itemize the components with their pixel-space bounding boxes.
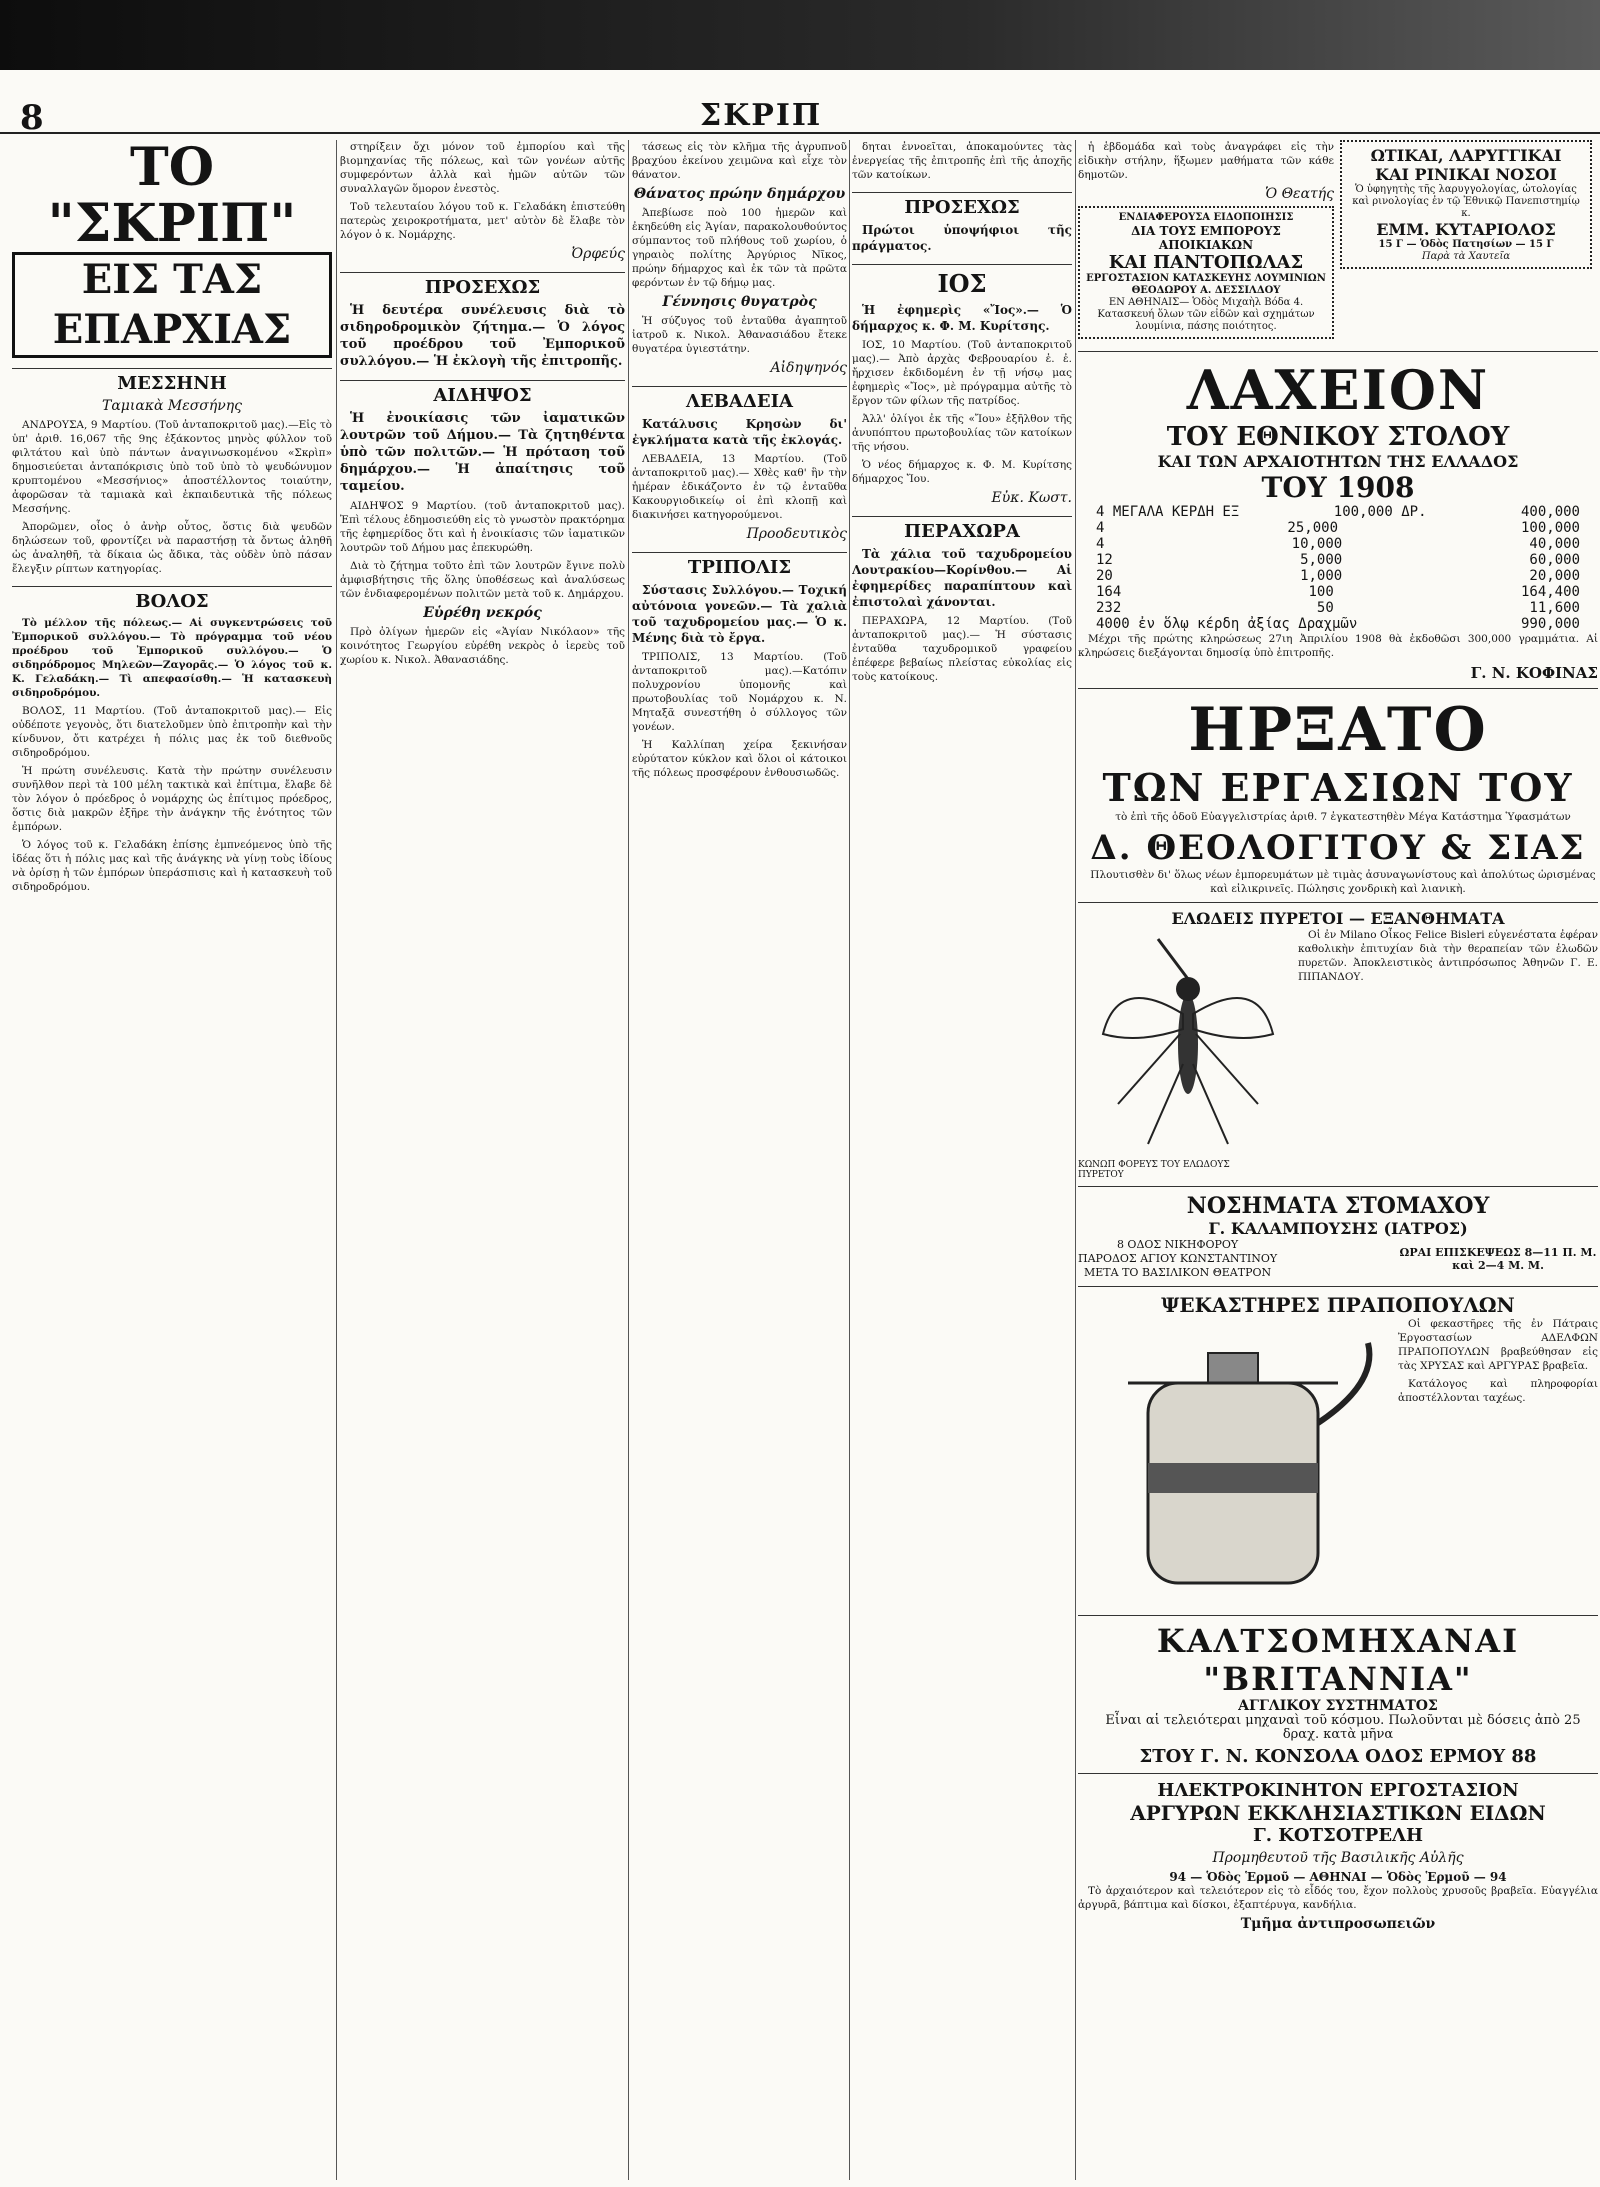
headline-provinces: ΕΙΣ ΤΑΣ ΕΠΑΡΧΙΑΣ	[12, 252, 332, 358]
signature: Ὀρφεύς	[571, 246, 625, 262]
lottery-row	[1078, 536, 1598, 552]
column-rule	[628, 140, 629, 2180]
article-summary: Ἡ ἐφημερὶς «Ἴος».— Ὁ δήμαρχος κ. Φ. Μ. Κυρίτσης.	[852, 303, 1072, 333]
ad-line: ΩΤΙΚΑΙ, ΛΑΡΥΓΓΙΚΑΙ	[1370, 146, 1562, 165]
article-text: ἡ ἑβδομάδα καὶ τοὺς ἀναγράφει εἰς τὴν εἰδικὴν στήλην, ἥξωμεν μαθήματα τῶν κάθε δημοτῶν.	[1078, 141, 1334, 181]
article-summary: Σύστασις Συλλόγου.— Τοχική αὐτόνοια γονεῶν.— Τὰ χαλιὰ τοῦ ταχυδρομείου μας.— Ὁ κ. Μένης διὰ τὸ ἔργα.	[632, 583, 847, 645]
article-text: Διὰ τὸ ζήτημα τοῦτο ἐπὶ τῶν λουτρῶν ἔγινε πολὺ ἀμφισβήτησις τῆς ὅλης ὑποθέσεως καὶ ἀναλύσεως τῶν ἐνδιαφερομένων πολιτῶν μετὰ τοῦ κ. Δημάρχου.	[340, 560, 625, 600]
masthead	[0, 98, 1600, 138]
lottery-row	[1078, 600, 1598, 616]
section-levadeia: ΛΕΒΑΔΕΙΑ	[632, 386, 847, 412]
lottery-row	[1078, 504, 1598, 520]
article-text: ΙΟΣ, 10 Μαρτίου. (Τοῦ ἀνταποκριτοῦ μας).— Ἀπὸ ἀρχὰς Φεβρουαρίου ἐ. ἐ. ἤρχισεν ἐκδιδομένη ἐν τῇ νήσῳ μας ἐφημερὶς «Ἴος», μὲ πρόγραμμα αὐτῆς τὸ ἔργον τῶν φίλων τῆς πατρίδος.	[852, 339, 1072, 407]
lottery-row	[1078, 552, 1598, 568]
ad-sprayers	[1078, 1293, 1598, 1609]
article-text: Πρὸ ὀλίγων ἡμερῶν εἰς «Ἁγίαν Νικόλαον» τῆς κοινότητος Γεωργίου εὑρέθη νεκρὸς ὁ ἱερεὺς τοῦ χωρίου κ. Νικολ. Ἀθανασιάδης.	[340, 626, 625, 666]
ad-title: ΕΛΩΔΕΙΣ ΠΥΡΕΤΟΙ — ΕΞΑΝΘΗΜΑΤΑ	[1171, 909, 1505, 928]
column-1	[12, 140, 332, 2180]
ad-doctor-name: Γ. ΚΑΛΑΜΠΟΥΣΗΣ (ΙΑΤΡΟΣ)	[1208, 1219, 1468, 1238]
lottery-total: 400,000	[1520, 504, 1580, 520]
ad-title: ΨΕΚΑΣΤΗΡΕΣ ΠΡΑΠΟΠΟΥΛΩΝ	[1161, 1293, 1515, 1317]
lottery-subtitle: ΤΟΥ ΕΘΝΙΚΟΥ ΣΤΟΛΟΥ	[1166, 422, 1510, 452]
section-volos: ΒΟΛΟΣ	[12, 586, 332, 612]
lottery-amount: 25,000	[1287, 520, 1338, 536]
section-aidipsos: ΑΙΔΗΨΟΣ	[340, 380, 625, 406]
ad-text: Πλουτισθὲν δι' ὅλως νέων ἐμπορευμάτων μὲ τιμὰς ἀσυναγωνίστους καὶ ἀπολύτως ὡρισμένας καὶ εἰλικρινεῖς. Πώλησις χονδρικὴ καὶ λιανικὴ.	[1090, 869, 1596, 895]
article-summary: Ἡ δευτέρα συνέλευσις διὰ τὸ σιδηροδρομικὸν ζήτημα.— Ὁ λόγος τοῦ προέδρου τοῦ Ἐμπορικοῦ συλλόγου.— Ἡ ἐκλογὴ τῆς ἐπιτροπῆς.	[340, 303, 625, 369]
ad-lottery	[1078, 358, 1598, 682]
lottery-amount: 100,000 ΔΡ.	[1333, 504, 1427, 520]
ad-theologitou-store	[1078, 695, 1598, 896]
ad-hours: ΩΡΑΙ ΕΠΙΣΚΕΨΕΩΣ 8—11 Π. Μ. καὶ 2—4 Μ. Μ.	[1399, 1246, 1597, 1272]
ad-ent-doctor	[1340, 140, 1592, 269]
lottery-row	[1078, 584, 1598, 600]
article-text: Ἡ Καλλίπαη χείρα ξεκινήσαν εὐρύτατον κύκλον καὶ ὅλοι οἱ κάτοικοι τῆς πόλεως προσφέρουν ἐνθουσιωδῶς.	[632, 739, 847, 779]
lottery-count: 20	[1096, 568, 1113, 584]
article-text: ΑΝΔΡΟΥΣΑ, 9 Μαρτίου. (Τοῦ ἀνταποκριτοῦ μας).—Εἰς τὸ ὑπ' ἀριθ. 16,067 τῆς 9ης ἐξάκοντος μηνὸς φύλλον τοῦ φιλτάτου καὶ ὑπὸ πάντων ἀναγινωσκομένου «Σκρὶπ» δημοσιεύεται ἀνταπόκρισις ὑπὸ τοῦ ὑπὸ τὸ ψευδώνυμον κρυπτομένου «Μεσσήνιος» ἀποστέλλοντος τοιαύτην, ἀφορῶσαν τὰ ταμιακὰ καὶ ἐκπαιδευτικὰ τῆς πόλεως Μεσσήνης.	[12, 419, 332, 515]
newspaper-title: ΣΚΡΙΠ	[700, 98, 823, 133]
ad-text: Κατάλογος καὶ πληροφορίαι ἀποστέλλονται ταχέως.	[1398, 1378, 1598, 1404]
section-prosechos: ΠΡΟΣΕΧΩΣ	[340, 272, 625, 298]
lottery-count: 4 ΜΕΓΑΛΑ ΚΕΡΔΗ ΕΞ	[1096, 504, 1240, 520]
ad-text: Εἶναι αἱ τελειότεραι μηχαναὶ τοῦ κόσμου. Πωλοῦνται μὲ δόσεις ἀπὸ 25 δραχ. κατὰ μῆνα	[1105, 1713, 1581, 1742]
ad-address: ΠΑΡΟΔΟΣ ΑΓΙΟΥ ΚΩΝΣΤΑΝΤΙΝΟΥ	[1078, 1252, 1278, 1265]
ad-subtitle: ΤΩΝ ΕΡΓΑΣΙΩΝ ΤΟΥ	[1102, 765, 1574, 810]
ad-title: ΑΡΓΥΡΩΝ ΕΚΚΛΗΣΙΑΣΤΙΚΩΝ ΕΙΔΩΝ	[1130, 1801, 1546, 1825]
ad-fever-remedy	[1078, 909, 1598, 1180]
article-text: ΛΕΒΑΔΕΙΑ, 13 Μαρτίου. (Τοῦ ἀνταποκριτοῦ μας).— Χθὲς καθ' ἣν τὴν ἡμέραν ἐδικάζοντο ἐν τῷ ἐνταῦθα Κακουργιοδικείῳ οἱ ἐπὶ κλοπῇ καὶ διακινήσει κατηγορούμενοι.	[632, 453, 847, 521]
lottery-amount: 1,000	[1300, 568, 1343, 584]
subsection-dead-found: Εὑρέθη νεκρός	[423, 605, 542, 621]
ad-address: 8 ΟΔΟΣ ΝΙΚΗΦΟΡΟΥ	[1116, 1238, 1239, 1251]
ad-knitting-machines	[1078, 1622, 1598, 1767]
mosquito-caption: ΚΩΝΩΠ ΦΟΡΕΥΣ ΤΟΥ ΕΛΩΔΟΥΣ ΠΥΡΕΤΟΥ	[1078, 1160, 1230, 1180]
lottery-total: 990,000	[1520, 616, 1580, 632]
article-summary: Πρώτοι ὑποψήφιοι τῆς πράγματος.	[852, 223, 1072, 253]
ad-noodle-factory	[1078, 206, 1334, 339]
article-text: τάσεως εἰς τὸν κλῆμα τῆς ἀγρυπνοῦ βραχύου ἐκείνου χειμῶνα καὶ εἶχε τὸν θάνατον.	[632, 141, 847, 181]
article-text: στηρίξειν ὄχι μόνον τοῦ ἐμπορίου καὶ τῆς βιομηχανίας τῆς πόλεως, καὶ τῶν γονέων αὐτῆς συμφερόντων ἀλλὰ καὶ ἡμῶν αὐτῶν τῶν συναλλαγῶν ὅμορον ἐνεστὸς.	[340, 141, 625, 195]
ad-address: 94 — Ὁδὸς Ἑρμοῦ — ΑΘΗΝΑΙ — Ὁδὸς Ἑρμοῦ — 94	[1169, 1870, 1507, 1884]
section-messini: ΜΕΣΣΗΝΗ	[12, 368, 332, 394]
ad-address: ΜΕΤΑ ΤΟ ΒΑΣΙΛΙΚΟΝ ΘΕΑΤΡΟΝ	[1084, 1266, 1272, 1279]
lottery-total: 11,600	[1529, 600, 1580, 616]
top-dark-band	[0, 0, 1600, 70]
signature: Προοδευτικὸς	[746, 526, 847, 542]
ad-subtitle: Προμηθευτοῦ τῆς Βασιλικῆς Αὐλῆς	[1212, 1850, 1464, 1866]
lottery-year: ΤΟΥ 1908	[1261, 471, 1415, 504]
article-text: Ὁ λόγος τοῦ κ. Γελαδάκη ἐπίσης ἐμπνεόμενος ὑπὸ τῆς ἰδέας ὅτι ἡ πόλις μας καὶ τῆς ἀνάγκης νὰ γίνῃ τοὺς ἰδίους νὰ ὁρίσῃ ἡ τῶν ἐμπόρων ὑπεράσπισις καὶ ἡ κατασκευὴ τοῦ σιδηροδρόμου.	[12, 839, 332, 893]
lottery-row	[1078, 520, 1598, 536]
signature: Ὁ Θεατής	[1265, 186, 1334, 202]
lottery-subtitle: ΚΑΙ ΤΩΝ ΑΡΧΑΙΟΤΗΤΩΝ ΤΗΣ ΕΛΛΑΔΟΣ	[1157, 452, 1519, 471]
ad-line: Παρὰ τὰ Χαυτεῖα	[1421, 251, 1511, 262]
lottery-count: 4000 ἐν ὅλῳ κέρδη ἀξίας Δραχμῶν	[1096, 616, 1358, 632]
lottery-count: 232	[1096, 600, 1122, 616]
lottery-total: 60,000	[1529, 552, 1580, 568]
article-text: Ἀπορῶμεν, οἷος ὁ ἀνὴρ οὗτος, ὅστις διὰ ψευδῶν δηλώσεων τοῦ, φροντίζει νὰ παραστήσῃ τὰ ὄντως ἀληθῆ ὡς ἀναληθῆ, τὰ δίκαια ὡς ἄδικα, τὰς οὐδὲν ὑπὸ πάσαν ἔλεγξιν ρίπτων κατηγορίας.	[12, 521, 332, 575]
ad-store-name: Δ. ΘΕΟΛΟΓΙΤΟΥ & ΣΙΑΣ	[1090, 828, 1586, 868]
lottery-row	[1078, 568, 1598, 584]
ad-signature: Γ. Ν. ΚΟΦΙΝΑΣ	[1470, 664, 1598, 682]
ad-title: ΗΛΕΚΤΡΟΚΙΝΗΤΟΝ ΕΡΓΟΣΤΑΣΙΟΝ	[1157, 1780, 1519, 1801]
ad-text: τὸ ἐπὶ τῆς ὁδοῦ Εὐαγγελιστρίας ἀριθ. 7 ἐγκατεστηθὲν Μέγα Κατάστημα Ὑφασμάτων	[1115, 811, 1571, 823]
article-text: Ἀλλ' ὀλίγοι ἐκ τῆς «Ἴου» ἐξῆλθον τῆς ἀνυπόπτου πρωτοβουλίας τῶν κατοίκων τῆς νήσου.	[852, 413, 1072, 453]
article-text: Ὁ νέος δήμαρχος κ. Φ. Μ. Κυρίτσης δήμαρχος Ἴου.	[852, 459, 1072, 485]
ad-doctor-name: ΕΜΜ. ΚΥΤΑΡΙΟΛΟΣ	[1376, 220, 1556, 239]
lottery-row	[1078, 616, 1598, 632]
lottery-total: 40,000	[1529, 536, 1580, 552]
subsection-mayor-death: Θάνατος πρώην δημάρχου	[633, 186, 846, 202]
lottery-amount: 5,000	[1300, 552, 1343, 568]
article-text: Ἡ σύζυγος τοῦ ἐνταῦθα ἀγαπητοῦ ἰατροῦ κ. Νικολ. Ἀθανασιάδου ἔτεκε θυγατέρα ὑγιεστάτην.	[632, 315, 847, 355]
article-summary: Τὸ μέλλον τῆς πόλεως.— Αἱ συγκεντρώσεις τοῦ Ἐμπορικοῦ συλλόγου.— Τὸ πρόγραμμα τοῦ νέου προέδρου τοῦ Ἐμπορικοῦ συλλόγου.— Ὁ σιδηρόδρομος Μηλεῶν—Ζαγορᾶς.— Ὁ λόγος τοῦ κ. Κ. Γελαδάκη.— Τὶ απεφασίσθη.— Ἡ κατασκευὴ σιδηροδρόμου.	[12, 617, 332, 699]
column-rule	[849, 140, 850, 2180]
column-rule	[336, 140, 337, 2180]
page-number: 8	[20, 98, 44, 138]
sprayer-illustration	[1088, 1323, 1388, 1603]
section-perachora: ΠΕΡΑΧΩΡΑ	[852, 516, 1072, 542]
section-ios: ΙΟΣ	[852, 264, 1072, 298]
ad-address: 15 Γ — Ὁδὸς Πατησίων — 15 Γ	[1378, 239, 1554, 250]
lottery-amount: 50	[1316, 600, 1334, 616]
ad-line: ΚΑΙ ΡΙΝΙΚΑΙ ΝΟΣΟΙ	[1375, 165, 1557, 184]
article-summary: Κατάλυσις Κρησὼν δι' ἐγκλήματα κατὰ τῆς ἐκλογάς.	[632, 417, 847, 447]
lottery-title: ΛΑΧΕΙΟΝ	[1186, 358, 1490, 422]
section-tripolis: ΤΡΙΠΟΛΙΣ	[632, 552, 847, 578]
article-text: Ἡ πρώτη συνέλευσις. Κατὰ τὴν πρώτην συνέλευσιν συνῆλθον περὶ τὰ 100 μέλη τακτικὰ καὶ ἐπίτιμα, ἔλαβε δὲ τὸν λόγον ὁ πρόεδρος ὁ νομάρχης ὡς ἐπίτιμος πρόεδρος, ὅστις διὰ μακρῶν ἐξῆρε τὴν ἀνάγκην τῆς ἐνότητος τῶν ἐμπόρων.	[12, 765, 332, 833]
lottery-amount: 10,000	[1291, 536, 1343, 552]
ad-title: ΚΑΛΤΣΟΜΗΧΑΝΑΙ "BRITANNIA"	[1156, 1622, 1520, 1698]
section-prosechos-2: ΠΡΟΣΕΧΩΣ	[852, 192, 1072, 218]
article-summary: Ἡ ἐνοικίασις τῶν ἰαματικῶν λουτρῶν τοῦ Δήμου.— Τὰ ζητηθέντα ὑπὸ τῶν πολιτῶν.— Ἡ πρόταση τοῦ δημάρχου.— Ἡ ἀπαίτησις τοῦ ταμείου.	[340, 411, 625, 494]
lottery-count: 164	[1096, 584, 1122, 600]
ad-line: ΕΡΓΟΣΤΑΣΙΟΝ ΚΑΤΑΣΚΕΥΗΣ ΛΟΥΜΙΝΙΩΝ ΘΕΟΔΩΡΟΥ Α. ΔΕΣΣΙΛΔΟΥ	[1086, 273, 1326, 296]
article-text: δηται ἐννοεῖται, ἀποκαμούντες τὰς ἐνεργείας τῆς ἐπιτροπῆς ἐπὶ τῆς ἀποχῆς τῶν κατοίκων.	[852, 141, 1072, 181]
ad-text: Τὸ ἀρχαιότερον καὶ τελειότερον εἰς τὸ εἶδός του, ἔχον πολλοὺς χρυσοῦς βραβεῖα. Εὐαγγέλια ἀργυρᾶ, βάπτιμα καὶ δίσκοι, ἐξαπτέρυγα, κανδήλια.	[1078, 1885, 1598, 1911]
ad-footer: Τμῆμα ἀντιπροσωπειῶν	[1240, 1916, 1436, 1932]
article-summary: Τὰ χάλια τοῦ ταχυδρομείου Λουτρακίου—Κορίνθου.— Αἱ ἐφημερίδες παραπίπτουν καὶ ἐπιστολαὶ χάνονται.	[852, 547, 1072, 609]
ad-store-name: ΣΤΟΥ Γ. Ν. ΚΟΝΣΟΛΑ ΟΔΟΣ ΕΡΜΟΥ 88	[1139, 1746, 1537, 1767]
headline-skrip: ΤΟ "ΣΚΡΙΠ"	[47, 140, 297, 254]
mosquito-illustration	[1088, 934, 1288, 1154]
signature: Αἰδηψηνός	[770, 360, 847, 376]
column-ads	[1078, 140, 1598, 2180]
lottery-total: 164,400	[1520, 584, 1580, 600]
ad-title: ΗΡΞΑΤΟ	[1188, 695, 1488, 765]
ad-line: ΚΑΙ ΠΑΝΤΟΠΩΛΑΣ	[1108, 252, 1304, 273]
column-2	[340, 140, 625, 2180]
lottery-count: 12	[1096, 552, 1113, 568]
column-4	[852, 140, 1072, 2180]
ad-line: ΕΝΔΙΑΦΕΡΟΥΣΑ ΕΙΔΟΠΟΙΗΣΙΣ	[1118, 212, 1294, 223]
ad-store-name: Γ. ΚΟΤΣΟΤΡΕΛΗ	[1252, 1825, 1424, 1846]
ad-silver-church-items	[1078, 1780, 1598, 1932]
column-rule	[1075, 140, 1076, 2180]
lottery-amount: 100	[1308, 584, 1334, 600]
ad-text: Οἱ ἐν Milano Οἶκος Felice Bisleri εὐγενέστατα ἐφέραν καθολικὴν ἐπιτυχίαν διὰ τὴν θεραπείαν τῶν ἑλωδῶν πυρετῶν. Ἀποκλειστικὸς ἀντιπρόσωπος Ἀθηνῶν Γ. Ε. ΠΙΠΑΝΔΟΥ.	[1298, 929, 1598, 983]
ad-subtitle: ΑΓΓΛΙΚΟΥ ΣΥΣΤΗΜΑΤΟΣ	[1238, 1698, 1438, 1714]
article-text: Τοῦ τελευταίου λόγου τοῦ κ. Γελαδάκη ἐπιστεύθη πατερὼς χειροκροτήματα, μετ' αὐτὸν δὲ ἔλαβε τὸν λόγον ὁ κ. Νομάρχης.	[340, 201, 625, 241]
signature: Εὐκ. Κωστ.	[991, 490, 1072, 506]
ad-stomach-doctor	[1078, 1193, 1598, 1280]
article-text: ΒΟΛΟΣ, 11 Μαρτίου. (Τοῦ ἀνταποκριτοῦ μας).— Εἰς οὐδέποτε γεγονὸς, ὅτι διατελοῦμεν ὑπὸ ἐπιτροπὴν καὶ τὴν κίνδυνον, ὄτι κατρέχει ἡ πόλις μας ἐκ τοῦ διεθνοῦς σιδηροδρόμου.	[12, 705, 332, 759]
ad-title: ΝΟΣΗΜΑΤΑ ΣΤΟΜΑΧΟΥ	[1186, 1193, 1490, 1219]
lottery-count: 4	[1096, 520, 1105, 536]
ad-line: ΔΙΑ ΤΟΥΣ ΕΜΠΟΡΟΥΣ ΑΠΟΙΚΙΑΚΩΝ	[1131, 224, 1281, 252]
lottery-total: 100,000	[1520, 520, 1580, 536]
ad-text: Ὁ ὑφηγητὴς τῆς λαρυγγολογίας, ὠτολογίας καὶ ρινολογίας ἐν τῷ Ἐθνικῷ Πανεπιστημίῳ κ.	[1352, 184, 1580, 219]
ad-text: ΕΝ ΑΘΗΝΑΙΣ— Ὁδὸς Μιχαὴλ Βόδα 4. Κατασκευή ὅλων τῶν εἰδῶν καὶ σχημάτων λουμίνια, πάσης ποιότητος.	[1097, 297, 1315, 332]
lottery-prize-table	[1078, 504, 1598, 632]
ad-text: Οἱ φεκαστῆρες τῆς ἐν Πάτραις Ἐργοστασίων ΑΔΕΛΦΩΝ ΠΡΑΠΟΠΟΥΛΩΝ βραβεύθησαν εἰς τὰς ΧΡΥΣΑΣ καὶ ΑΡΓΥΡΑΣ βραβεῖα.	[1398, 1318, 1598, 1372]
subsection-messini: Ταμιακὰ Μεσσήνης	[101, 398, 242, 414]
article-text: ΠΕΡΑΧΩΡΑ, 12 Μαρτίου. (Τοῦ ἀνταποκριτοῦ μας).— Ἡ σύστασις ἐνταῦθα ταχυδρομικοῦ γραφείου ἐπέφερε βεβαίως πλείστας εὐκολίας εἰς τοὺς κατοίκους.	[852, 615, 1072, 683]
article-text: ΑΙΔΗΨΟΣ 9 Μαρτίου. (τοῦ ἀνταποκριτοῦ μας). Ἐπὶ τέλους ἐδημοσιεύθη εἰς τὸ γνωστὸν πρακτόρημα τῆς ἐφημερίδος ὅτι καὶ ἡ ἐνοικίασις τῶν ἰαματικῶν λουτρῶν τοῦ Δήμου μας ἐπεκυρώθη.	[340, 500, 625, 554]
lottery-total: 20,000	[1529, 568, 1580, 584]
subsection-birth: Γέννησις θυγατρὸς	[662, 294, 817, 310]
article-text: Ἀπεβίωσε ποὸ 100 ἡμερῶν καὶ ἐκηδεύθη εἰς Ἁγίαν, παρακολουθούντος σύμπαντος τοῦ πλήθους τοῦ χωρίου, ὁ γηραιὸς πολίτης Ἀργύριος Νῖκος, πρώην δήμαρχος καὶ ἐκ τῶν τὰ πρῶτα φερόντων ἐν τῷ δήμῳ μας.	[632, 207, 847, 289]
ad-text: Μέχρι τῆς πρώτης κληρώσεως 27ιη Ἀπριλίου 1908 θὰ ἐκδοθῶσι 300,000 γραμμάτια. Αἱ κληρώσεις διεξάγονται δημοσίᾳ ὑπὸ ἐπιτροπῆς.	[1078, 633, 1598, 659]
column-3	[632, 140, 847, 2180]
lottery-count: 4	[1096, 536, 1105, 552]
article-text: ΤΡΙΠΟΛΙΣ, 13 Μαρτίου. (Τοῦ ἀνταποκριτοῦ μας).—Κατόπιν πολυχρονίου ὑπομονῆς καὶ πρωτοβουλίας τοῦ Νομάρχου κ. Ν. Μηταξᾶ συνεστήθη ὁ σύλλογος τῶν γονέων.	[632, 651, 847, 733]
